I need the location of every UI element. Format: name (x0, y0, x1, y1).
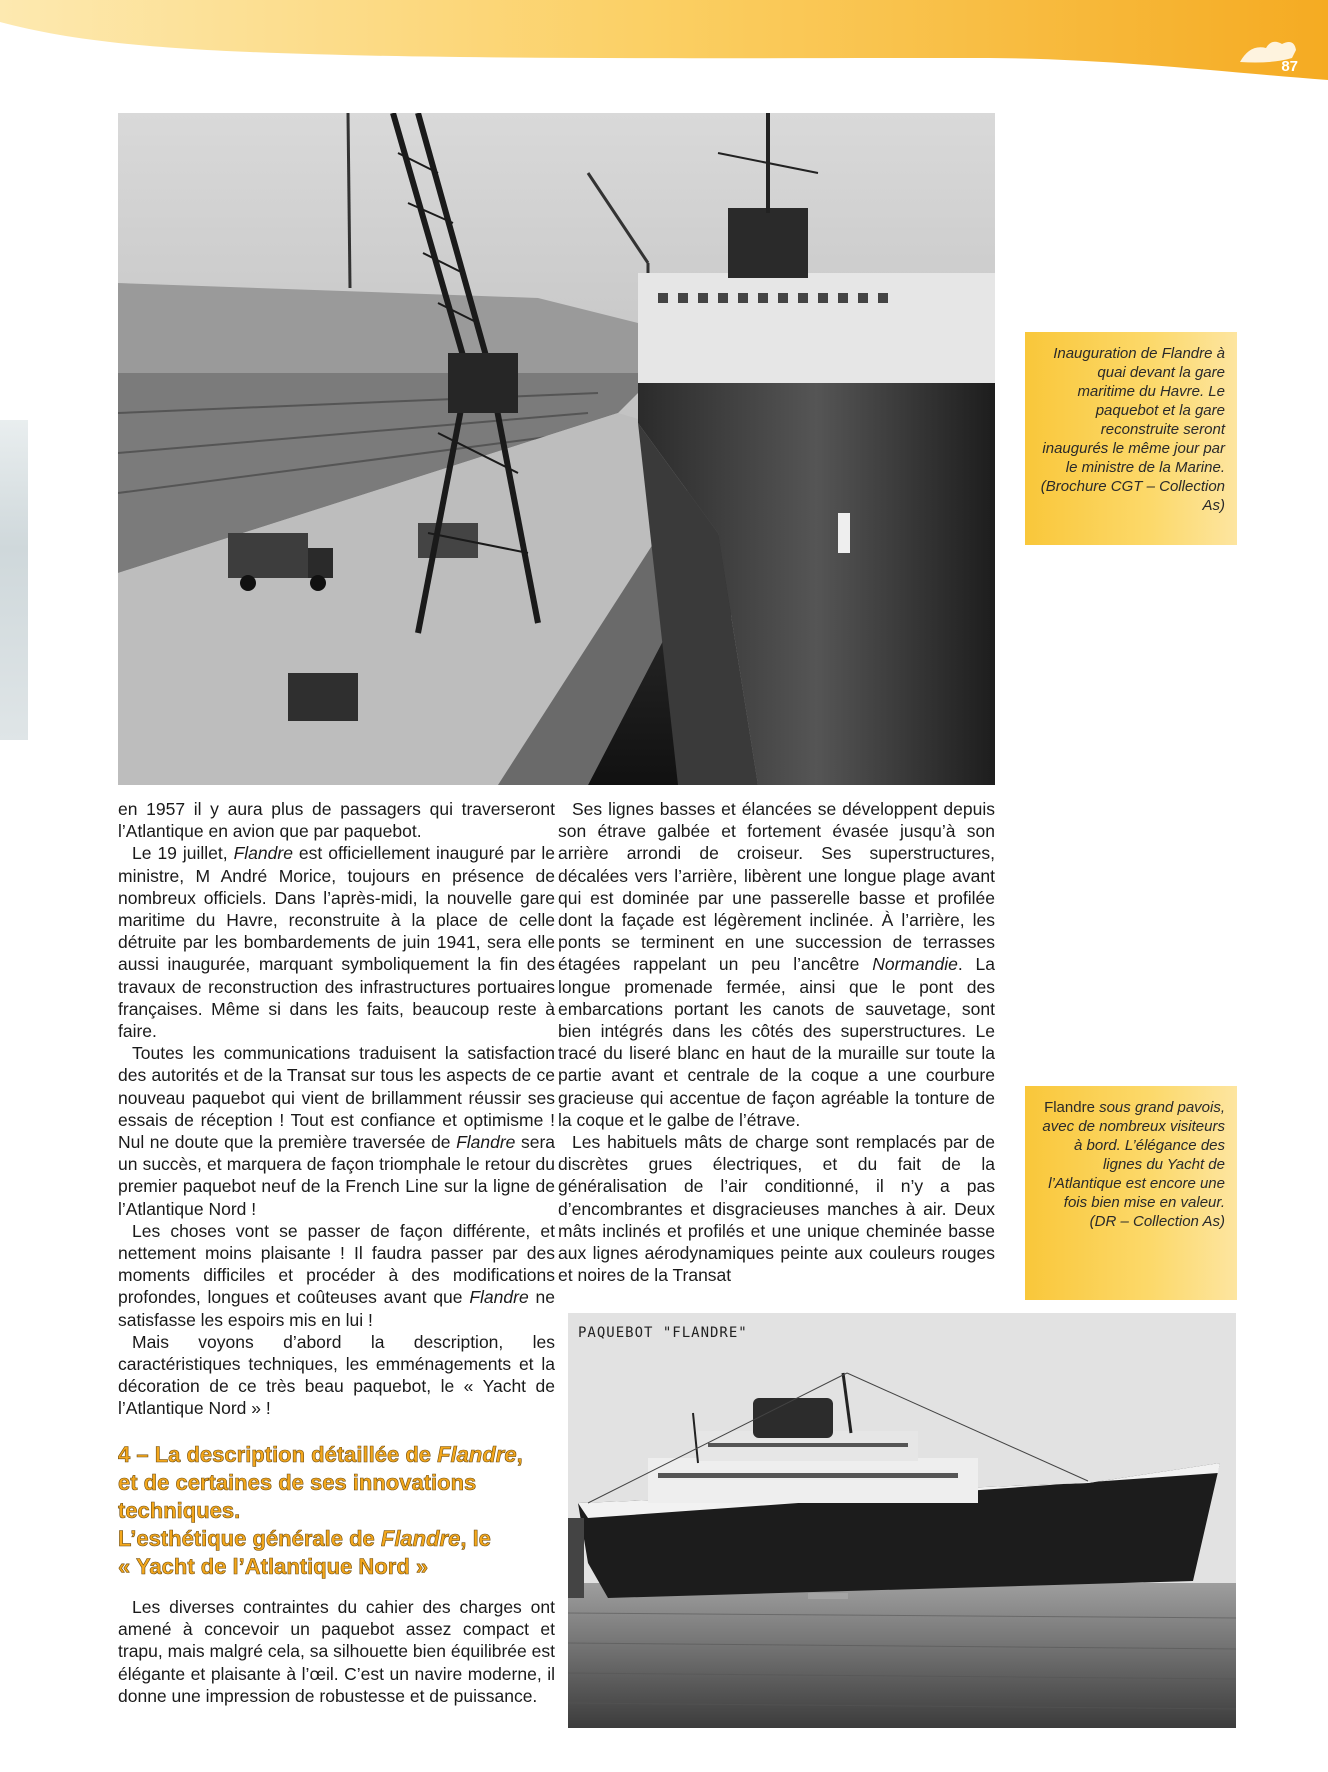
text-column-left (118, 798, 555, 1420)
paragraph-text: ne satisfasse les espoirs mis en lui ! (118, 1287, 555, 1330)
paragraph-text: Le 19 juillet, (132, 843, 234, 864)
heading-text: , (516, 1442, 523, 1467)
paragraph-text: Toutes les communications traduisent la satisfaction des autorités et de la Transat sur tous les aspects de ce nouveau paquebot qui vient de brillamment réussir ses essais de réception ! Tout est confiance et optimisme ! Nul ne doute que la première traversée de (118, 1043, 555, 1153)
paragraph (558, 798, 995, 1131)
photo-ship-dressed (568, 1313, 1236, 1728)
ship-name: Flandre (233, 843, 293, 864)
heading-line (118, 1525, 558, 1553)
paragraph (118, 842, 555, 1042)
paragraph (118, 1042, 555, 1220)
paragraph-text: Les diverses contraintes du cahier des charges ont amené à concevoir un paquebot assez compact et trapu, mais malgré cela, sa silhouette bien équilibrée est élégante et plaisante à l’œil. C’est un navire moderne, il donne une impression de robustesse et de puissance. (118, 1597, 555, 1706)
paragraph-text: en 1957 il y aura plus de passagers qui traverseront l’Atlantique en avion que par paquebot. (118, 799, 555, 842)
ship-name: Normandie (872, 954, 958, 975)
paragraph-text: Les choses vont se passer de façon différente, et nettement moins plaisante ! Il faudra passer par des moments difficiles et procéder à des modifications profondes, longues et coûteuses avant que (118, 1220, 555, 1308)
paragraph-text: sera un succès, et marquera de façon triomphale le retour du premier paquebot neuf de la French Line sur la ligne de l’Atlantique Nord ! (118, 1132, 555, 1219)
ship-name: Flandre (456, 1132, 516, 1153)
heading-line: « Yacht de l’Atlantique Nord » (118, 1554, 429, 1579)
caption-top (1025, 332, 1237, 545)
page-number: 87 (1281, 58, 1298, 75)
paragraph-text: est officiellement inauguré par le ministre, M André Morice, toujours en présence de nombreux officiels. Dans l’après-midi, la nouvelle gare maritime du Havre, reconstruite à la place de celle détruite par les bombardements de juin 1941, sera elle aussi inaugurée, marquant symboliquement la fin des travaux de reconstruction des infrastructures portuaires françaises. Même si dans les faits, beaucoup reste à faire. (118, 843, 555, 1042)
caption-top-text: Inauguration de Flandre à quai devant la gare maritime du Havre. Le paquebot et la gare reconstruite seront inaugurés le même jour par le ministre de la Marine. (Brochure CGT – Collection As) (1040, 345, 1225, 514)
heading-ship-name: Flandre (380, 1526, 461, 1551)
header-band (0, 0, 1328, 90)
caption-ship-name: Flandre (1044, 1099, 1095, 1116)
text-column-right (558, 798, 995, 1286)
port-crane-ship-photo-icon (118, 113, 995, 785)
ship-silhouette-photo-icon (568, 1313, 1236, 1728)
caption-mid-text: sous grand pavois, avec de nombreux visiteurs à bord. L’élégance des lignes du Yacht de l’Atlantique est encore une fois bien mise en valeur. (DR – Collection As) (1042, 1099, 1225, 1230)
paragraph (558, 1131, 995, 1286)
section-heading (118, 1441, 558, 1581)
photo-port-inauguration (118, 113, 995, 785)
heading-line: et de certaines de ses innovations techniques. (118, 1470, 477, 1523)
paragraph-text: Ses lignes basses et élancées se développent depuis son étrave galbée et fortement évasée jusqu’à son arrière arrondi de croiseur. Ses superstructures, décalées vers l’arrière, libèrent une longue plage avant qui est dominée par une passerelle basse et profilée dont la façade est légèrement inclinée. À l’arrière, les ponts se terminent en une succession de terrasses étagées rappelant un peu l’ancêtre (558, 799, 995, 975)
photo-label: PAQUEBOT "FLANDRE" (578, 1325, 748, 1341)
heading-text: 4 – La description détaillée de (118, 1442, 438, 1467)
paragraph-text: . La longue promenade fermée, ainsi que le pont des embarcations portant les canots de sauvetage, sont bien intégrés dans les côtés des superstructures. Le tracé du liseré blanc en haut de la muraille sur toute la partie avant et centrale de la coque a une courbure gracieuse qui accentue de façon agréable la tonture de la coque et le galbe de l’étrave. (558, 954, 995, 1130)
heading-text: , le (460, 1526, 491, 1551)
heading-ship-name: Flandre (437, 1442, 517, 1467)
paragraph (118, 1331, 555, 1420)
paragraph (118, 1596, 555, 1707)
paragraph-text: Les habituels mâts de charge sont remplacés par de discrètes grues électriques, et du fait de la généralisation de l’air conditionné, il n’y a pas d’encombrantes et disgracieuses manches à air. Deux mâts inclinés et profilés et une unique cheminée basse aux lignes aérodynamiques peinte aux couleurs rouges et noires de la Transat (558, 1132, 995, 1286)
caption-mid (1025, 1086, 1237, 1300)
margin-sea-strip (0, 420, 28, 740)
ship-name: Flandre (469, 1287, 529, 1308)
heading-text: L’esthétique générale de (118, 1526, 381, 1551)
paragraph (118, 1220, 555, 1331)
paragraph-text: Mais voyons d’abord la description, les caractéristiques techniques, les emménagements et la décoration de ce très beau paquebot, le « Yacht de l’Atlantique Nord » ! (118, 1331, 555, 1419)
intro-text (118, 1596, 555, 1707)
paragraph (118, 798, 555, 842)
heading-line (118, 1441, 558, 1469)
